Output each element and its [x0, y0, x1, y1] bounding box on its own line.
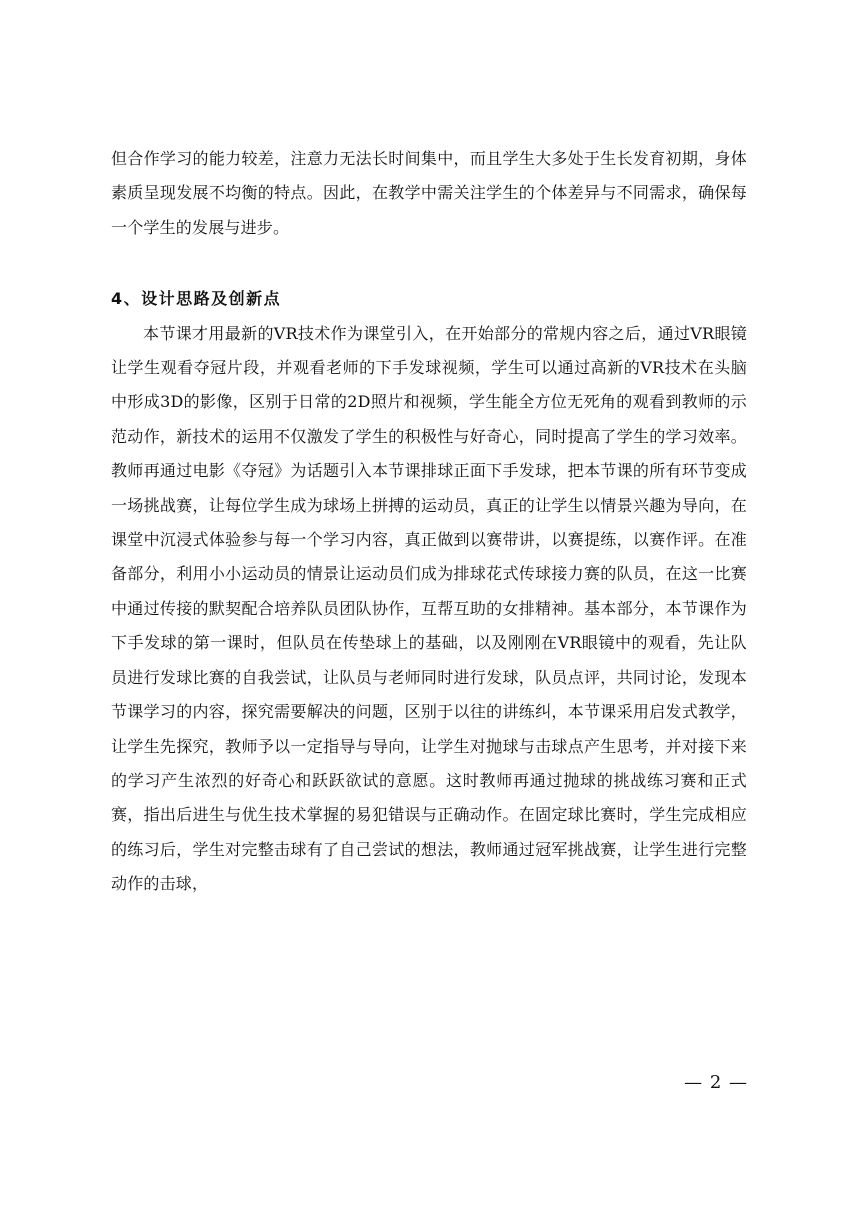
document-body [111, 142, 747, 902]
paragraph-design-ideas: 本节课才用最新的VR技术作为课堂引入，在开始部分的常规内容之后，通过VR眼镜让学生观看夺冠片段，并观看老师的下手发球视频，学生可以通过高新的VR技术在头脑中形成3D的影像，区别于日常的2D照片和视频，学生能全方位无死角的观看到教师的示范动作，新技术的运用不仅激发了学生的积极性与好奇心，同时提高了学生的学习效率。教师再通过电影《夺冠》为话题引入本节课排球正面下手发球，把本节课的所有环节变成一场挑战赛，让每位学生成为球场上拼搏的运动员，真正的让学生以情景兴趣为导向，在课堂中沉浸式体验参与每一个学习内容，真正做到以赛带讲，以赛提练，以赛作评。在准备部分，利用小小运动员的情景让运动员们成为排球花式传球接力赛的队员，在这一比赛中通过传接的默契配合培养队员团队协作，互帮互助的女排精神。基本部分，本节课作为下手发球的第一课时，但队员在传垫球上的基础，以及刚刚在VR眼镜中的观看，先让队员进行发球比赛的自我尝试，让队员与老师同时进行发球，队员点评，共同讨论，发现本节课学习的内容，探究需要解决的问题，区别于以往的讲练纠，本节课采用启发式教学，让学生先探究，教师予以一定指导与导向，让学生对抛球与击球点产生思考，并对接下来的学习产生浓烈的好奇心和跃跃欲试的意愿。这时教师再通过抛球的挑战练习赛和正式赛，指出后进生与优生技术掌握的易犯错误与正确动作。在固定球比赛时，学生完成相应的练习后，学生对完整击球有了自己尝试的想法，教师通过冠军挑战赛，让学生进行完整动作的击球， [111, 323, 747, 894]
paragraph-continued: 但合作学习的能力较差，注意力无法长时间集中，而且学生大多处于生长发育初期，身体素质呈现发展不均衡的特点。因此，在教学中需关注学生的个体差异与不同需求，确保每一个学生的发展与进步。 [111, 149, 747, 237]
page-number: — 2 — [684, 1072, 748, 1093]
section-heading: 4、设计思路及创新点 [111, 289, 282, 309]
